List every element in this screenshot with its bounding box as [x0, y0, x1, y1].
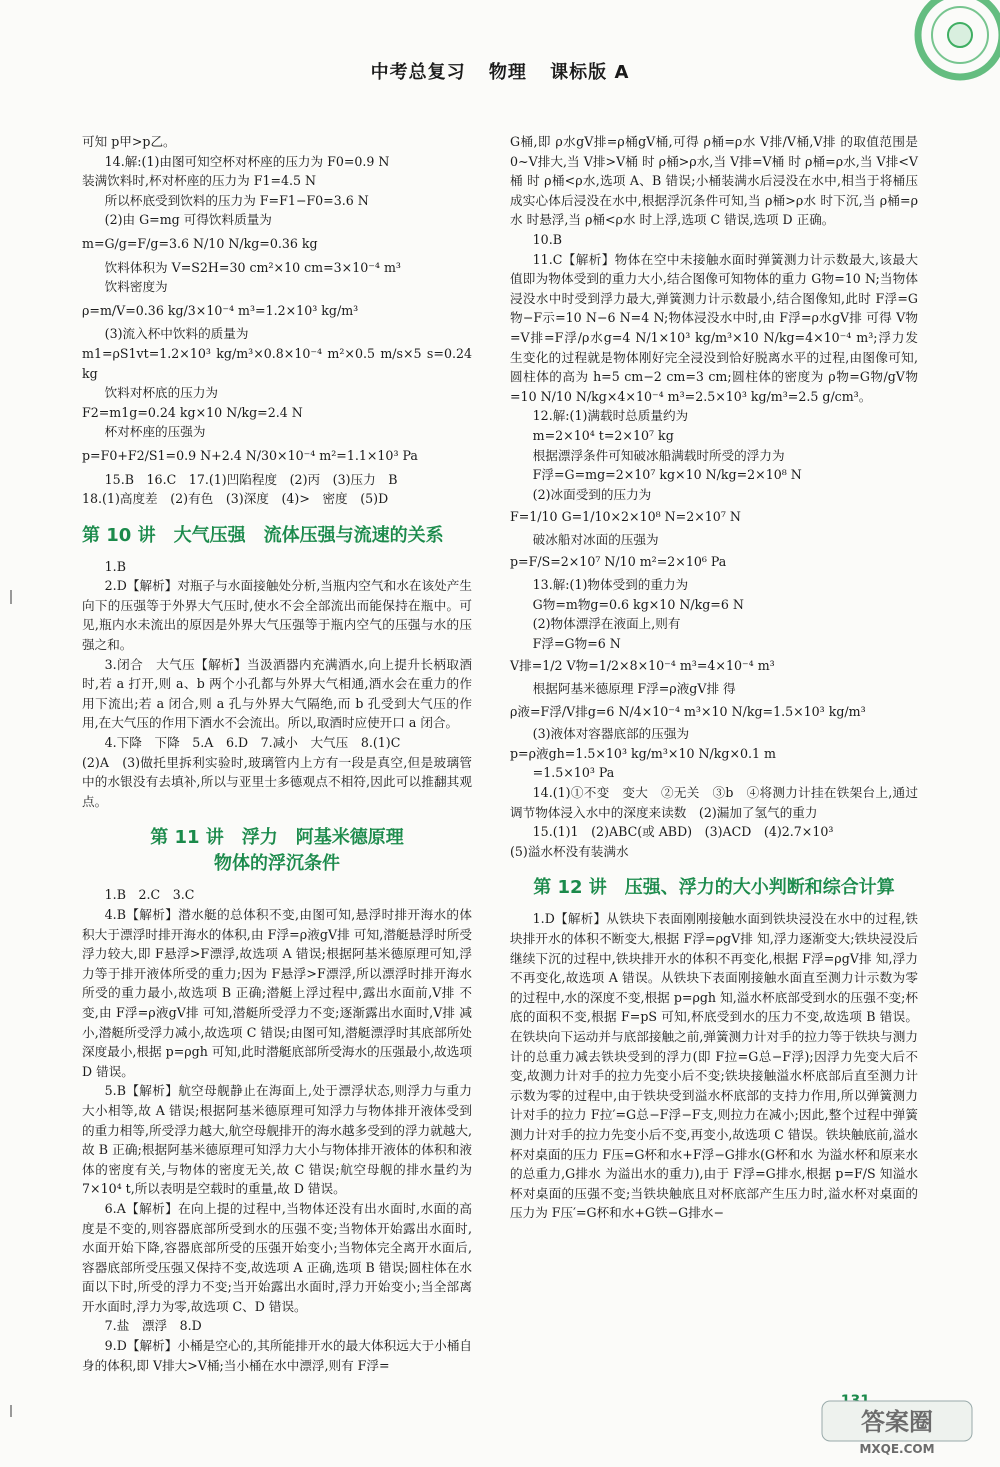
answer-line: (5)溢水杯没有装满水 [510, 843, 629, 859]
formula-line: G物=m物g=0.6 kg×10 N/kg=6 N [532, 596, 744, 612]
watermark-logo-icon [814, 1399, 974, 1457]
formula-line: F2=m1g=0.24 kg×10 N/kg=2.4 N [82, 404, 303, 420]
section-heading: 第 10 讲 大气压强 流体压强与流速的关系 [82, 524, 444, 546]
stamp-icon [880, 0, 1000, 110]
answer-paragraph: G桶,即 ρ水gV排=ρ桶gV桶,可得 ρ桶=ρ水 V排/V桶,V排 的取值范围是 0~V排大,当 V排>V桶 时 ρ桶>ρ水,当 V排=V桶 时 ρ桶=ρ水,当 V排<V桶 时 ρ桶<ρ水,选项 A、B 错误;小桶装满水后浸没在水中,相当于将桶压成实心体后浸没在水中,根据浮沉条件可知,当 ρ桶>ρ水 时下沉,当 ρ桶=ρ水 时悬浮,当 ρ桶<ρ水 时上浮,选项 C 错误,选项 D 正确。 [510, 134, 918, 228]
section-heading: 第 11 讲 浮力 阿基米德原理 [150, 827, 404, 849]
formula-line: m=G/g=F/g=3.6 N/10 N/kg=0.36 kg [82, 235, 318, 251]
right-column [510, 132, 918, 1223]
answer-line: 7.盐 漂浮 8.D [104, 1318, 202, 1334]
answer-paragraph: (2)A (3)做托里拆利实验时,玻璃管内上方有一段是真空,但是玻璃管中的水银没有去填补,所以与亚里士多德观点不相符,因此可以推翻其观点。 [82, 754, 472, 809]
formula-line: p=ρ液gh=1.5×10³ kg/m³×10 N/kg×0.1 m [510, 745, 776, 761]
answer-line: 1.B 2.C 3.C [104, 887, 195, 903]
text-line: 饮料体积为 V=S2H=30 cm²×10 cm=3×10⁻⁴ m³ [104, 259, 401, 275]
svg-text:答案圈: 答案圈 [861, 1408, 933, 1436]
section-subheading: 物体的浮沉条件 [214, 853, 340, 875]
text-line: (2)物体漂浮在液面上,则有 [532, 616, 681, 632]
text-line: 根据阿基米德原理 F浮=ρ液gV排 得 [532, 681, 736, 697]
text-line: (2)由 G=mg 可得饮料质量为 [104, 212, 272, 228]
header-edition: 课标版 A [550, 62, 630, 83]
text-line: 破冰船对冰面的压强为 [532, 531, 659, 547]
text-line: 饮料对杯底的压力为 [104, 385, 219, 401]
text-line: m1=ρS1vt=1.2×10³ kg/m³×0.8×10⁻⁴ m²×0.5 m/s×5 s=0.24 kg [82, 345, 472, 381]
answer-paragraph: 11.C【解析】物体在空中未接触水面时弹簧测力计示数最大,该最大值即为物体受到的重力大小,结合图像可知物体的重力 G物=10 N;当物体浸没水中时受到浮力最大,弹簧测力计示数最小,结合图像知,此时 F浮=G物−F示=10 N−6 N=4 N;物体浸没水中时,由 F浮=ρ水gV排 可得 V物=V排=F浮/ρ水g=4 N/1×10³ kg/m³×10 N/kg=4×10⁻⁴ m³;浮力发生变化的过程就是物体刚好完全浸没到恰好脱离水平的过程,由图像可知,圆柱体的高为 h=5 cm−2 cm=3 cm;圆柱体的密度为 ρ物=G物/gV物=10 N/10 N/kg×4×10⁻⁴ m³=2.5×10³ kg/m³=2.5 g/cm³。 [510, 251, 918, 404]
formula-line: p=F0+F2/S1=0.9 N+2.4 N/30×10⁻⁴ m²=1.1×10³ Pa [82, 447, 418, 463]
text-line: 杯对杯座的压强为 [104, 424, 206, 440]
section-heading: 第 12 讲 压强、浮力的大小判断和综合计算 [533, 877, 895, 899]
answer-line: 15.(1)1 (2)ABC(或 ABD) (3)ACD (4)2.7×10³ [532, 824, 834, 840]
formula-line: F浮=G物=6 N [532, 635, 621, 651]
formula-line: F=1/10 G=1/10×2×10⁸ N=2×10⁷ N [510, 509, 741, 525]
text-line: (3)流入杯中饮料的质量为 [104, 326, 249, 342]
binding-mark [10, 590, 12, 604]
answer-paragraph: 4.B【解析】潜水艇的总体积不变,由图可知,悬浮时排开海水的体积大于漂浮时排开海水的体积,由 F浮=ρ液gV排 可知,潜艇悬浮时所受浮力较大,即 F悬浮>F漂浮,故选项 A 错误;根据阿基米德原理可知,浮力等于排开液体所受的重力;因为 F悬浮>F漂浮,所以漂浮时排开海水所受的重力最小,故选项 B 正确;潜艇上浮过程中,露出水面前,V排 不变,由 F浮=ρ液gV排 可知,潜艇所受浮力不变;逐渐露出水面时,V排 减小,潜艇所受浮力减小,故选项 C 错误;由图可知,潜艇漂浮时其底部所处深度最小,根据 p=ρgh 可知,此时潜艇底部所受海水的压强最小,故选项 D 错误。 [82, 907, 472, 1079]
formula-line: ρ=m/V=0.36 kg/3×10⁻⁴ m³=1.2×10³ kg/m³ [82, 302, 359, 318]
answer-line: 1.B [104, 558, 126, 574]
text-line: 根据漂浮条件可知破冰船满载时所受的浮力为 [532, 447, 785, 463]
answer-line: 4.下降 下降 5.A 6.D 7.减小 大气压 8.(1)C [104, 735, 401, 751]
text-line: 可知 p甲>p乙。 [82, 134, 176, 149]
formula-line: p=F/S=2×10⁷ N/10 m²=2×10⁶ Pa [510, 554, 727, 570]
header-subject: 物理 [488, 62, 527, 83]
answer-line: 10.B [532, 231, 562, 247]
formula-line: =1.5×10³ Pa [532, 765, 615, 781]
answer-paragraph: 9.D【解析】小桶是空心的,其所能排开水的最大体积远大于小桶自身的体积,即 V排大>V桶;当小桶在水中漂浮,则有 F浮= [82, 1338, 472, 1373]
answer-paragraph: 3.闭合 大气压【解析】当汲酒器内充满酒水,向上提升长柄取酒时,若 a 打开,则 a、b 两个小孔都与外界大气相通,酒水会在重力的作用下流出;若 a 闭合,则 a 孔与外界大气隔绝,而 b 孔受到大气压的作用,在大气压的作用下酒水不会流出。所以,取酒时应使开口 a 闭合。 [82, 656, 472, 731]
formula-line: ρ液=F浮/V排g=6 N/4×10⁻⁴ m³×10 N/kg=1.5×10³ kg/m³ [510, 703, 866, 719]
formula-line: F浮=G=mg=2×10⁷ kg×10 N/kg=2×10⁸ N [532, 467, 802, 483]
text-line: (2)冰面受到的压力为 [532, 486, 652, 502]
left-column [82, 132, 472, 1375]
text-line: 装满饮料时,杯对杯座的压力为 F1=4.5 N [82, 173, 317, 189]
text-line: (3)液体对容器底部的压强为 [532, 726, 690, 742]
running-header [0, 58, 1000, 84]
formula-line: V排=1/2 V物=1/2×8×10⁻⁴ m³=4×10⁻⁴ m³ [510, 658, 775, 674]
text-line: 14.解:(1)由图可知空杯对杯座的压力为 F0=0.9 N [104, 153, 390, 169]
answer-paragraph: 1.D【解析】从铁块下表面刚刚接触水面到铁块浸没在水中的过程,铁块排开水的体积不断变大,根据 F浮=ρgV排 知,浮力逐渐变大;铁块浸没后继续下沉的过程中,铁块排开水的体积不再变化,根据 F浮=ρgV排 知,浮力不再变化,故选项 A 错误。从铁块下表面刚接触水面直至测力计示数为零的过程中,水的深度不变,根据 p=ρgh 知,溢水杯底部受到水的压强不变;杯底的面积不变,根据 F=pS 可知,杯底受到水的压力不变,故选项 B 错误。在铁块向下运动并与底部接触之前,弹簧测力计对手的拉力等于铁块与测力计的总重力减去铁块受到的浮力(即 F拉=G总−F浮);因浮力先变大后不变,故测力计对手的拉力先变小后不变;铁块接触溢水杯底部后直至测力计示数为零的过程中,由于铁块受到溢水杯底部的支持力作用,所以弹簧测力计对手的拉力 F拉′=G总−F浮−F支,则拉力在减小;因此,整个过程中弹簧测力计对手的拉力先变小后不变,再变小,故选项 C 错误。铁块触底前,溢水杯对桌面的压力 F压=G杯和水+F浮−G排水(G杯和水 为溢水杯和原来水的总重力,G排水 为溢出水的重力),由于 F浮=G排水,根据 p=F/S 知溢水杯对桌面的压强不变;当铁块触底且对杯底部产生压力时,溢水杯对桌面的压力为 F压′=G杯和水+G铁−G排水− [510, 911, 918, 1221]
text-line: 12.解:(1)满载时总质量约为 [532, 408, 689, 424]
answer-paragraph: 5.B【解析】航空母舰静止在海面上,处于漂浮状态,则浮力与重力大小相等,故 A 错误;根据阿基米德原理可知浮力与物体排开液体受到的重力相等,所受浮力越大,航空母舰排开的海水越多受到的浮力就越大,故 B 正确;根据阿基米德原理可知浮力大小与物体排开液体的体积和液体的密度有关,与物体的密度无关,故 C 错误;航空母舰的排水量约为 7×10⁴ t,所以表明是空载时的重量,故 D 错误。 [82, 1083, 472, 1197]
answer-line: 15.B 16.C 17.(1)凹陷程度 (2)丙 (3)压力 B [104, 471, 398, 487]
answer-paragraph: 14.(1)①不变 变大 ②无关 ③b ④将测力计挂在铁架台上,通过调节物体浸入水中的深度来读数 (2)漏加了氢气的重力 [510, 785, 918, 820]
binding-mark [10, 1405, 12, 1417]
svg-text:MXQE.COM: MXQE.COM [859, 1442, 935, 1456]
header-title: 中考总复习 [370, 62, 466, 83]
text-line: 饮料密度为 [104, 279, 168, 295]
text-line: 13.解:(1)物体受到的重力为 [532, 577, 689, 593]
text-line: 所以杯底受到饮料的压力为 F=F1−F0=3.6 N [104, 192, 369, 208]
answer-paragraph: 2.D【解析】对瓶子与水面接触处分析,当瓶内空气和水在该处产生向下的压强等于外界大气压时,使水不会全部流出而能保持在瓶中。可见,瓶内水未流出的原因是外界大气压强等于瓶内空气的压强与水的压强之和。 [82, 578, 472, 653]
answer-paragraph: 6.A【解析】在向上提的过程中,当物体还没有出水面时,水面的高度是不变的,则容器底部所受到水的压强不变;当物体开始露出水面时,水面开始下降,容器底部所受的压强开始变小;当物体完全离开水面后,容器底部所受压强又保持不变,故选项 A 正确,选项 B 错误;圆柱体在水面以下时,所受的浮力不变;当开始露出水面时,浮力开始变小;当全部离开水面时,浮力为零,故选项 C、D 错误。 [82, 1200, 472, 1314]
formula-line: m=2×10⁴ t=2×10⁷ kg [532, 427, 674, 443]
answer-line: 18.(1)高度差 (2)有色 (3)深度 (4)> 密度 (5)D [82, 491, 389, 507]
